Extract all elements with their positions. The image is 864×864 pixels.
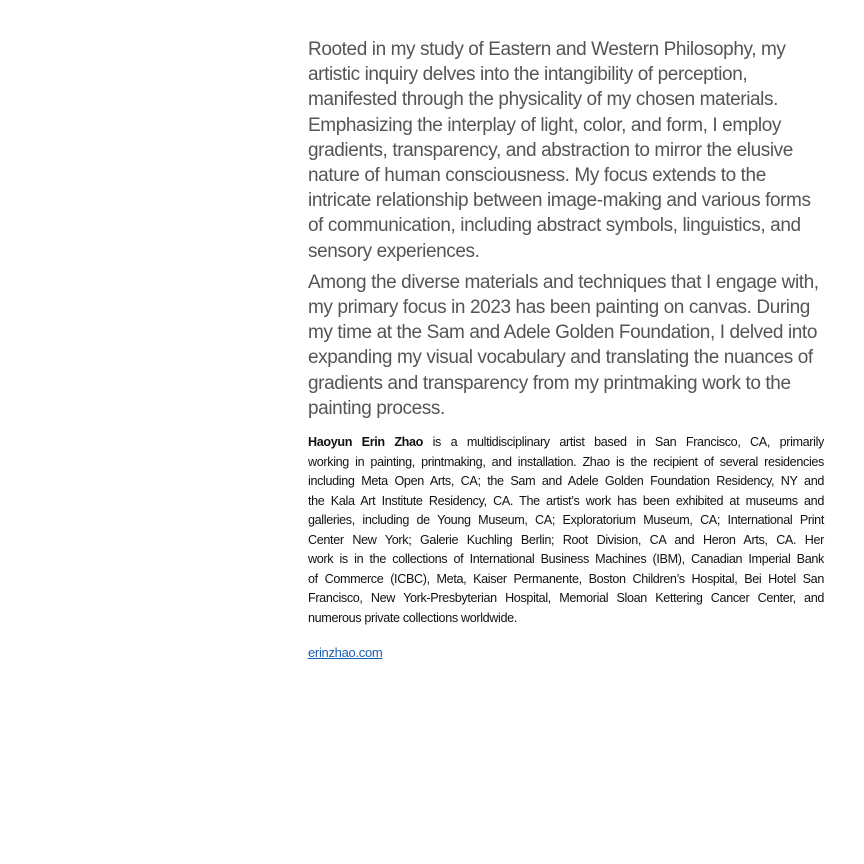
text-line: working in painting, printmaking, and installation. Zhao is the recipient of several residencies	[308, 454, 824, 469]
text-line: my time at the Sam and Adele Golden Foundation, I delved into	[308, 322, 817, 344]
text-line: gradients, transparency, and abstraction to mirror the elusive	[308, 139, 793, 161]
text-line: Among the diverse materials and techniques that I engage with,	[308, 271, 819, 293]
text-line: manifested through the physicality of my chosen materials.	[308, 89, 778, 111]
text-line: expanding my visual vocabulary and translating the nuances of	[308, 347, 813, 369]
text-line: my primary focus in 2023 has been painting on canvas. During	[308, 297, 810, 319]
text-line: galleries, including de Young Museum, CA; Exploratorium Museum, CA; International Print	[308, 513, 824, 528]
artist-name: Haoyun Erin Zhao	[308, 435, 424, 450]
website-link[interactable]: erinzhao.com	[308, 645, 383, 661]
content-column	[308, 37, 824, 662]
text-line: numerous private collections worldwide.	[308, 610, 517, 625]
artist-statement-paragraph-1	[308, 37, 824, 264]
artist-bio	[308, 433, 824, 628]
text-line: of communication, including abstract symbols, linguistics, and	[308, 215, 801, 237]
text-line: painting process.	[308, 397, 445, 419]
bio-text: is a multidisciplinary artist based in San Francisco, CA, primarily	[423, 435, 824, 450]
text-line: the Kala Art Institute Residency, CA. The artist’s work has been exhibited at museums and	[308, 493, 824, 508]
text-line: Emphasizing the interplay of light, color, and form, I employ	[308, 114, 782, 136]
text-line: Center New York; Galerie Kuchling Berlin; Root Division, CA and Heron Arts, CA. Her	[308, 532, 824, 547]
text-line: gradients and transparency from my printmaking work to the	[308, 372, 791, 394]
text-line: work is in the collections of International Business Machines (IBM), Canadian Imperial Bank	[308, 552, 824, 567]
text-line	[308, 433, 824, 453]
text-line: artistic inquiry delves into the intangibility of perception,	[308, 64, 748, 86]
text-line: of Commerce (ICBC), Meta, Kaiser Permanente, Boston Children’s Hospital, Bei Hotel San	[308, 571, 824, 586]
text-line: including Meta Open Arts, CA; the Sam and Adele Golden Foundation Residency, NY and	[308, 474, 824, 489]
text-line: nature of human consciousness. My focus extends to the	[308, 165, 766, 187]
artist-statement-paragraph-2	[308, 270, 824, 421]
text-line: Rooted in my study of Eastern and Western Philosophy, my	[308, 39, 786, 60]
text-line: Francisco, New York-Presbyterian Hospital, Memorial Sloan Kettering Cancer Center, and	[308, 591, 824, 606]
text-line: intricate relationship between image-making and various forms	[308, 190, 811, 212]
text-line: sensory experiences.	[308, 240, 480, 262]
